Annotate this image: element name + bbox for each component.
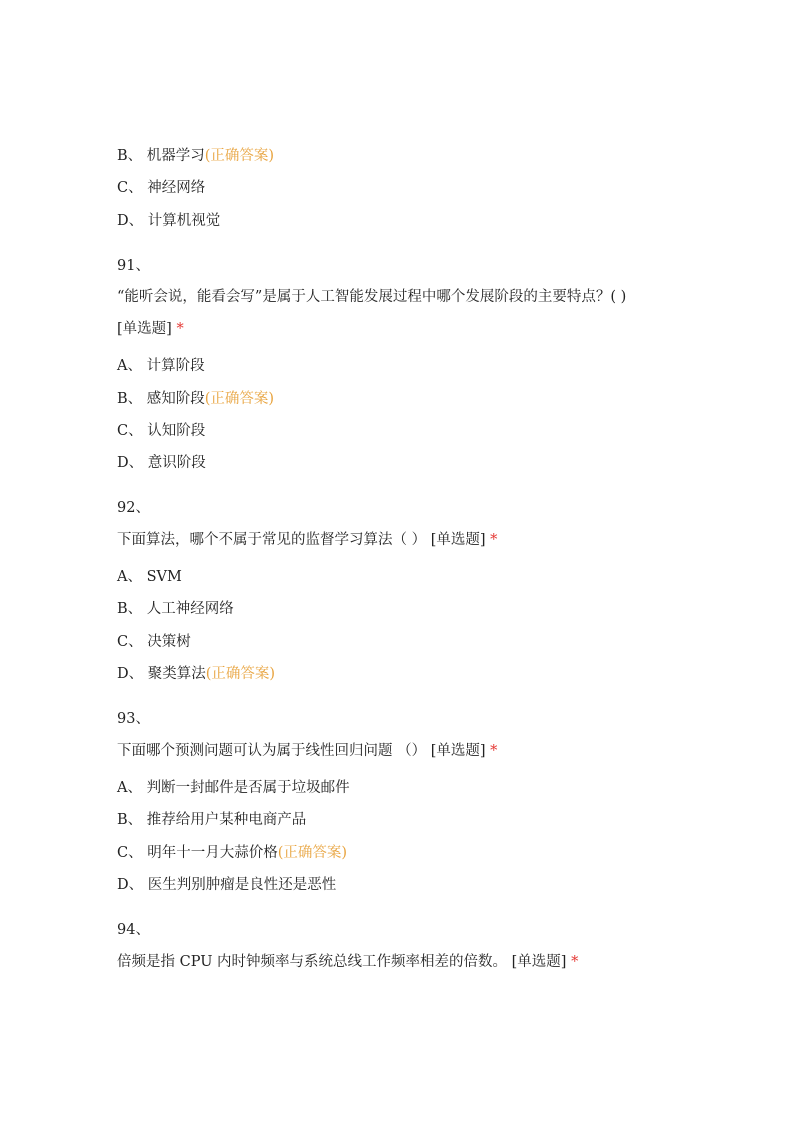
option-c — [117, 178, 205, 198]
option-letter: B、 — [117, 391, 143, 407]
required-star: * — [490, 743, 498, 759]
option-letter: A、 — [117, 569, 142, 585]
option-letter: D、 — [117, 213, 144, 229]
question-text — [117, 530, 497, 550]
option-letter: D、 — [117, 455, 144, 471]
question-text: “能听会说，能看会写”是属于人工智能发展过程中哪个发展阶段的主要特点？( ) — [117, 289, 627, 305]
question-number: 91、 — [117, 258, 150, 274]
required-star: * — [571, 954, 579, 970]
option-letter: A、 — [117, 780, 142, 796]
option-letter: D、 — [117, 877, 144, 893]
option-b — [117, 389, 274, 409]
option-d — [117, 875, 336, 895]
option-letter: A、 — [117, 358, 142, 374]
option-text: 医生判别肿瘤是良性还是恶性 — [147, 877, 337, 893]
option-text: 聚类算法 — [147, 666, 206, 682]
option-text: 认知阶段 — [147, 423, 206, 439]
option-text: 计算机视觉 — [147, 213, 221, 229]
option-text: 推荐给用户某种电商产品 — [146, 812, 307, 828]
option-text: 意识阶段 — [147, 455, 206, 471]
question-number: 94、 — [117, 922, 150, 938]
correct-answer-tag: (正确答案) — [204, 391, 275, 407]
correct-answer-tag: (正确答案) — [277, 845, 348, 861]
option-text: 明年十一月大蒜价格 — [147, 845, 278, 861]
question-text — [117, 952, 578, 972]
question-type — [117, 319, 184, 339]
option-a — [117, 567, 182, 587]
option-letter: C、 — [117, 845, 143, 861]
correct-answer-tag: (正确答案) — [205, 666, 276, 682]
option-text: 机器学习 — [146, 148, 205, 164]
question-number: 93、 — [117, 711, 150, 727]
option-a — [117, 778, 350, 798]
question-text-label: 下面算法，哪个不属于常见的监督学习算法（ ） [单选题] — [117, 532, 486, 548]
correct-answer-tag: (正确答案) — [204, 148, 275, 164]
option-b — [117, 599, 234, 619]
question-number: 92、 — [117, 500, 150, 516]
option-text: 感知阶段 — [146, 391, 205, 407]
option-c — [117, 632, 191, 652]
option-d — [117, 664, 275, 684]
question-text-label: 下面哪个预测问题可认为属于线性回归问题 （） [单选题] — [117, 743, 486, 759]
option-letter: C、 — [117, 180, 143, 196]
option-text: 计算阶段 — [146, 358, 205, 374]
question-text — [117, 741, 497, 761]
option-d — [117, 453, 206, 473]
required-star: * — [490, 532, 498, 548]
option-letter: C、 — [117, 423, 143, 439]
option-b — [117, 146, 274, 166]
option-text: 判断一封邮件是否属于垃圾邮件 — [146, 780, 350, 796]
option-text: 神经网络 — [147, 180, 206, 196]
option-letter: C、 — [117, 634, 143, 650]
option-letter: B、 — [117, 148, 143, 164]
option-text: 人工神经网络 — [146, 601, 234, 617]
option-a — [117, 356, 205, 376]
option-c — [117, 843, 347, 863]
option-letter: B、 — [117, 601, 143, 617]
option-letter: B、 — [117, 812, 143, 828]
option-letter: D、 — [117, 666, 144, 682]
question-text-label: 倍频是指 CPU 内时钟频率与系统总线工作频率相差的倍数。 [单选题] — [117, 954, 567, 970]
required-star: * — [176, 321, 184, 337]
option-text: SVM — [146, 569, 182, 585]
question-type-label: [单选题] — [117, 321, 172, 337]
option-c — [117, 421, 205, 441]
option-b — [117, 810, 306, 830]
option-text: 决策树 — [147, 634, 191, 650]
option-d — [117, 211, 220, 231]
